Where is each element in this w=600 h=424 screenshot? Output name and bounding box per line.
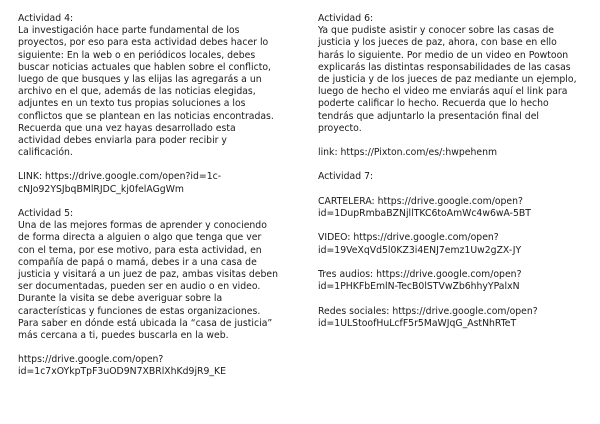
- activity-4-text-line: Recuerda que una vez hayas desarrollado esta: [18, 122, 236, 134]
- spacer: [318, 257, 588, 269]
- activity-6-text-line: poderte calificar lo hecho. Recuerda que lo hecho: [318, 98, 549, 110]
- activity-4-section: [18, 13, 290, 196]
- activity-4-text-line: siguiente: En la web o en periódicos locales, debes: [18, 49, 256, 61]
- activity-4-link-line[interactable]: LINK: https://drive.google.com/open?id=1c-: [18, 171, 222, 183]
- audios-link-line[interactable]: id=1PHKFbEmlN-TecB0lSTVwZb6hhyYPalxN: [318, 281, 520, 293]
- activity-5-text-line: Durante la visita se debe averiguar sobre la: [18, 293, 223, 305]
- activity-4-text-line: luego de que busques y las elijas las agregarás a un: [18, 73, 262, 85]
- activity-5-text-line: ser documentadas, pueden ser en audio o en video.: [18, 281, 261, 293]
- activity-5-text-line: Una de las mejores formas de aprender y conociendo: [18, 220, 267, 232]
- activity-5-title: Actividad 5:: [18, 208, 74, 219]
- activity-5-text-line: más cercana a ti, puedes buscarla en la web.: [18, 329, 229, 341]
- activity-6-text-line: justicia y los jueces de paz, ahora, con base en ello: [318, 37, 557, 49]
- activity-5-text-line: con el tema, por ese motivo, para esta actividad, en: [18, 244, 262, 256]
- activity-4-text-line: archivo en el que, además de las noticias elegidas,: [18, 86, 256, 98]
- activity-4-title: Actividad 4:: [18, 13, 74, 24]
- spacer: [18, 196, 290, 208]
- activity-7-section: [318, 171, 588, 329]
- activity-6-text-line: luego de hecho el video me enviarás aquí el link para: [318, 86, 568, 98]
- activity-6-title: Actividad 6:: [318, 13, 374, 24]
- left-column: [18, 13, 290, 379]
- spacer: [318, 135, 588, 147]
- activity-4-text-line: proyectos, por eso para esta actividad debes hacer lo: [18, 37, 269, 49]
- activity-4-text-line: actividad debes enviarla para poder recibir y: [18, 134, 227, 146]
- spacer: [318, 220, 588, 232]
- video-link-line[interactable]: VIDEO: https://drive.google.com/open?: [318, 232, 499, 244]
- activity-4-text-line: conflictos que se plantean en las noticias encontradas.: [18, 110, 274, 122]
- spacer: [318, 293, 588, 305]
- audios-link-line[interactable]: Tres audios: https://drive.google.com/open?: [318, 268, 522, 280]
- activity-5-text-line: justicia y visitará a un juez de paz, ambas visitas deben: [18, 268, 279, 280]
- activity-4-text-line: La investigación hace parte fundamental de los: [18, 25, 240, 37]
- activity-5-text-line: compañía de papá o mamá, debes ir a una casa de: [18, 256, 257, 268]
- spacer: [318, 184, 588, 196]
- activity-6-text-line: harás lo siguiente. Por medio de un video en Powtoon: [318, 49, 569, 61]
- redes-sociales-link-line[interactable]: id=1ULStoofHuLcfF5r5MaWJqG_AstNhRTeT: [318, 317, 517, 329]
- activity-5-text-line: de forma directa a alguien o algo que tenga que ver: [18, 232, 262, 244]
- activity-6-section: [318, 13, 588, 159]
- activity-6-text-line: Ya que pudiste asistir y conocer sobre las casas de: [318, 25, 554, 37]
- activity-4-link-line[interactable]: cNJo92YSJbqBMlRJDC_kj0felAGgWm: [18, 183, 184, 195]
- spacer: [18, 342, 290, 354]
- activity-4-text-line: calificación.: [18, 147, 73, 159]
- activity-5-text-line: Para saber en dónde está ubicada la “casa de justicia”: [18, 317, 273, 329]
- activity-5-link-line[interactable]: https://drive.google.com/open?: [18, 354, 164, 366]
- video-link-line[interactable]: id=19VeXqVd5l0KZ3i4ENJ7emz1Uw2gZX-JY: [318, 244, 522, 256]
- activity-5-text-line: características y funciones de estas organizaciones.: [18, 305, 261, 317]
- activity-5-link-line[interactable]: id=1c7xOYkpTpF3uOD9N7XBRlXhKd9jR9_KE: [18, 366, 227, 378]
- right-column: [318, 13, 588, 330]
- activity-4-text-line: adjuntes en un texto tus propias soluciones a los: [18, 98, 246, 110]
- activity-6-text-line: proyecto.: [318, 122, 362, 134]
- spacer: [18, 159, 290, 171]
- activity-4-text-line: buscar noticias actuales que hablen sobre el conflicto,: [18, 61, 271, 73]
- redes-sociales-link-line[interactable]: Redes sociales: https://drive.google.com/open?: [318, 305, 538, 317]
- cartelera-link-line[interactable]: CARTELERA: https://drive.google.com/open?: [318, 195, 523, 207]
- activity-6-text-line: explicarás las distintas responsabilidades de las casas: [318, 61, 571, 73]
- activity-7-title: Actividad 7:: [318, 171, 374, 183]
- activity-6-text-line: tendrás que adjuntarlo la presentación final del: [318, 110, 539, 122]
- spacer: [318, 159, 588, 171]
- activity-6-link[interactable]: link: https://Pixton.com/es/:hwpehenm: [318, 147, 498, 159]
- activity-6-text-line: de justicia y de los jueces de paz mediante un ejemplo,: [318, 73, 577, 85]
- activity-5-section: [18, 208, 290, 379]
- cartelera-link-line[interactable]: id=1DupRmbaBZNjllTKC6toAmWc4w6wA-5BT: [318, 208, 531, 219]
